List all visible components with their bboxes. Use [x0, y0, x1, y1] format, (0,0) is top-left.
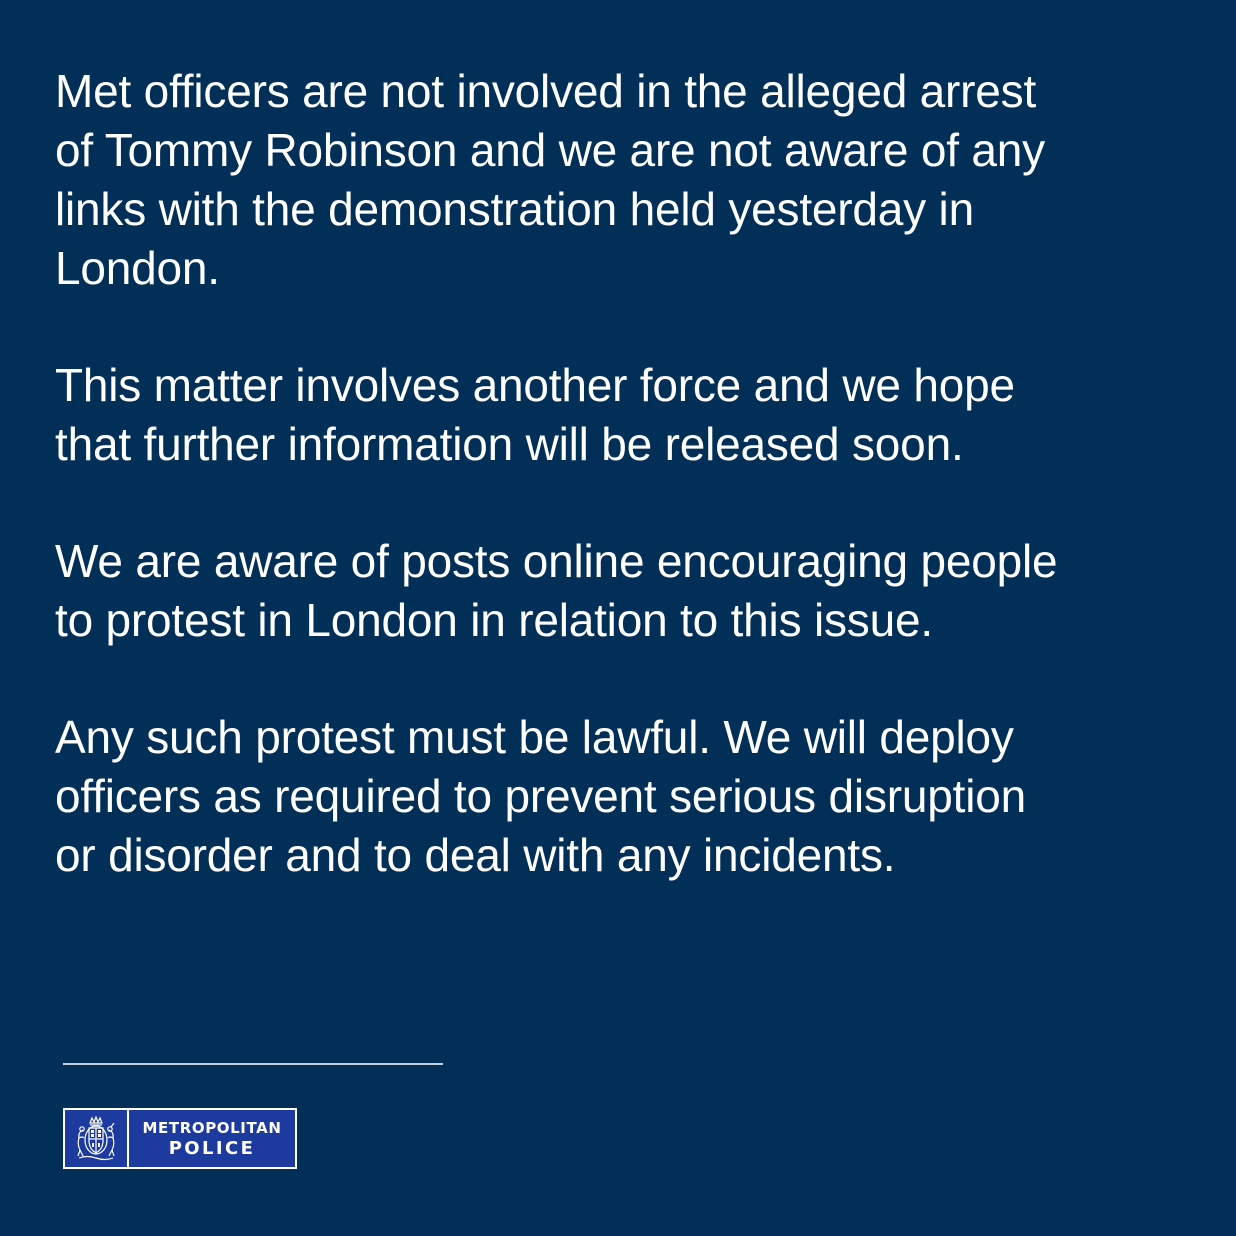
logo-wordmark — [129, 1110, 295, 1167]
divider — [63, 1063, 443, 1065]
royal-crest-icon — [65, 1110, 129, 1167]
logo-line-metropolitan: METROPOLITAN — [142, 1118, 282, 1137]
logo-line-police: POLICE — [168, 1137, 256, 1159]
statement-paragraph-3: We are aware of posts online encouraging people to protest in London in relation to this issue. — [55, 535, 1058, 646]
metropolitan-police-logo — [63, 1108, 297, 1169]
statement-paragraph-2: This matter involves another force and we hope that further information will be released soon. — [55, 359, 1015, 470]
statement-paragraph-4: Any such protest must be lawful. We will deploy officers as required to prevent serious disruption or disorder and to deal with any incidents. — [55, 711, 1027, 881]
statement-text — [55, 62, 1205, 943]
statement-paragraph-1: Met officers are not involved in the alleged arrest of Tommy Robinson and we are not aware of any links with the demonstration held yesterday in London. — [55, 65, 1045, 294]
